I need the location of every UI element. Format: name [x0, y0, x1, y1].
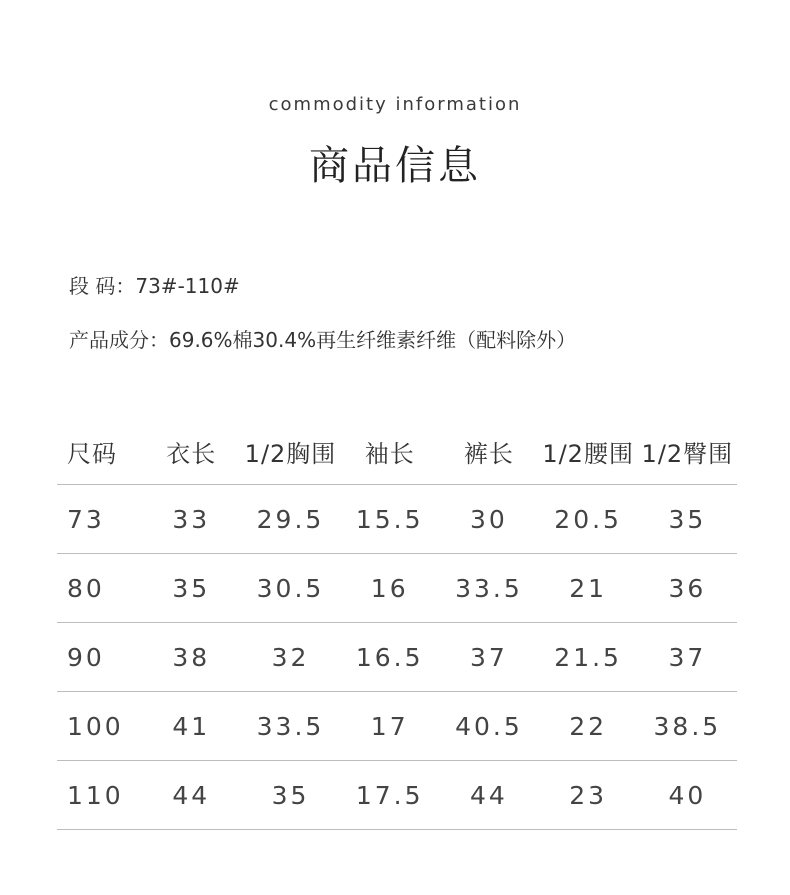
table-cell: 80	[67, 573, 105, 603]
table-cell: 110	[67, 780, 124, 810]
table-row	[57, 761, 737, 830]
table-cell: 17	[370, 711, 409, 741]
table-cell: 35	[172, 573, 211, 603]
header-size: 尺码	[67, 439, 117, 468]
table-row	[57, 623, 737, 692]
table-cell: 35	[668, 504, 707, 534]
table-cell: 16	[370, 573, 409, 603]
section-title: 商品信息	[309, 143, 481, 189]
table-cell: 30	[470, 504, 508, 534]
table-row	[57, 485, 737, 554]
table-cell: 22	[569, 711, 608, 741]
table-cell: 30.5	[256, 573, 325, 603]
table-cell: 35	[271, 780, 310, 810]
header-sleeve-length: 袖长	[364, 439, 415, 468]
table-cell: 29.5	[256, 504, 325, 534]
table-cell: 16.5	[355, 642, 424, 672]
table-cell: 21.5	[554, 642, 622, 672]
table-cell: 38	[172, 642, 211, 672]
table-cell: 33	[172, 504, 211, 534]
table-cell: 23	[569, 780, 608, 810]
table-cell: 37	[470, 642, 508, 672]
table-cell: 20.5	[554, 504, 622, 534]
table-cell: 38.5	[653, 711, 722, 741]
table-cell: 37	[668, 642, 707, 672]
table-cell: 33.5	[455, 573, 523, 603]
size-range-line: 段 码：73#-110#	[69, 274, 240, 298]
header-top-length: 衣长	[166, 439, 217, 468]
table-cell: 21	[569, 573, 608, 603]
table-cell: 73	[67, 504, 105, 534]
header-pants-length: 裤长	[463, 439, 514, 468]
table-cell: 44	[470, 780, 508, 810]
table-cell: 32	[271, 642, 310, 672]
header-half-chest: 1/2胸围	[244, 439, 337, 468]
section-subtitle: commodity information	[268, 94, 522, 115]
table-cell: 44	[172, 780, 211, 810]
table-cell: 41	[172, 711, 211, 741]
header-half-waist: 1/2腰围	[542, 439, 634, 468]
table-row	[57, 554, 737, 623]
table-cell: 36	[668, 573, 707, 603]
table-cell: 40.5	[455, 711, 523, 741]
table-cell: 15.5	[355, 504, 424, 534]
size-table	[57, 418, 737, 830]
header-half-hip: 1/2臀围	[641, 439, 734, 468]
table-row	[57, 692, 737, 761]
table-cell: 90	[67, 642, 105, 672]
table-cell: 100	[67, 711, 124, 741]
composition-line: 产品成分：69.6%棉30.4%再生纤维素纤维（配料除外）	[69, 328, 577, 352]
table-header-row	[57, 418, 737, 485]
table-cell: 33.5	[256, 711, 325, 741]
table-cell: 17.5	[355, 780, 424, 810]
table-cell: 40	[668, 780, 707, 810]
